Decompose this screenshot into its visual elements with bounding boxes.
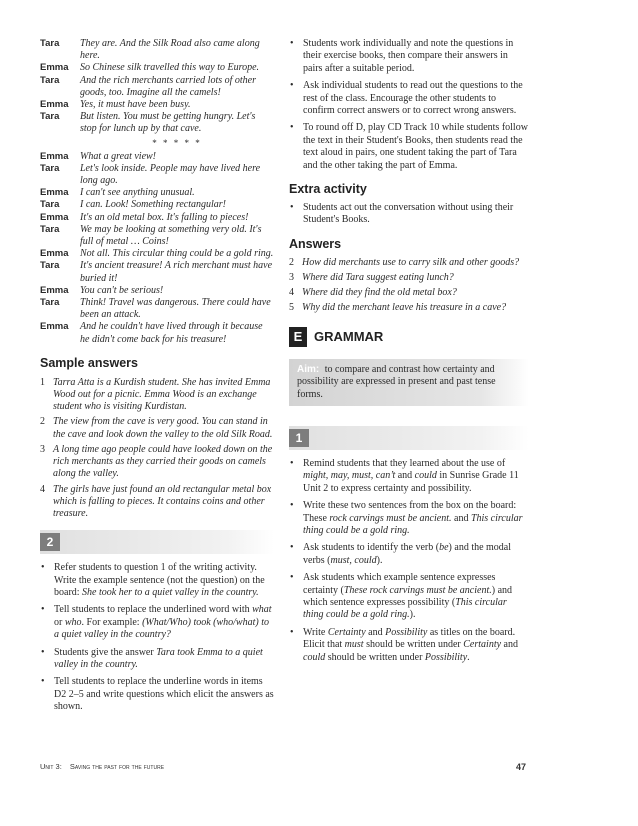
dialogue-line: Tara We may be looking at something very old. It's full of metal … Coins! bbox=[40, 223, 262, 248]
list-item: • Remind students that they learned about the use of might, may, must, can’t and could in Sunrise Grade 11 Unit 2 to express certainty and possibility. bbox=[289, 458, 529, 495]
list-item: • Students act out the conversation without using their Student's Books. bbox=[289, 202, 529, 227]
dialogue-line: Tara But listen. You must be getting hungry. Let's stop for lunch up by that cave. bbox=[40, 111, 256, 135]
list-item: • Ask individual students to read out the questions to the rest of the class. Encourage the other students to confirm correct answers or to correct wrong answers. bbox=[289, 80, 529, 117]
footer-unit-title: Saving the past for the future bbox=[69, 762, 165, 771]
list-item: • Tell students to replace the underlined word with what or who. For example: (What/Who) took (who/what) to a quiet valley in the country? bbox=[40, 604, 274, 641]
list-item: • Write these two sentences from the box on the board: These rock carvings must be ancient. and This circular thing could be a gold ring. bbox=[289, 500, 529, 537]
sample-answers-heading: Sample answers bbox=[40, 355, 138, 370]
dialogue-line: Tara It's ancient treasure! A rich merchant must have buried it! bbox=[40, 260, 273, 284]
page-footer bbox=[40, 762, 526, 772]
aim-label: Aim: bbox=[297, 363, 320, 375]
dialogue-line: Tara Let's look inside. People may have lived here long ago. bbox=[40, 162, 261, 187]
list-item: 2 The view from the cave is very good. You can stand in the cave and look down the valley to the old Silk Road. bbox=[40, 416, 273, 440]
left-column bbox=[40, 38, 274, 719]
answers-list bbox=[289, 257, 529, 315]
dialogue-line: Emma You can't be serious! bbox=[40, 284, 164, 296]
extra-activity-list bbox=[289, 202, 529, 227]
list-item: • Students work individually and note the questions in their exercise books, then compare their answers in pairs after a suitable period. bbox=[289, 38, 529, 75]
grammar-section-header bbox=[289, 327, 529, 347]
dialogue-line: Emma Not all. This circular thing could be a gold ring. bbox=[40, 248, 274, 260]
page-number: 47 bbox=[515, 762, 526, 772]
activity-number-badge: 1 bbox=[289, 429, 309, 447]
section-letter-badge: E bbox=[289, 327, 307, 347]
list-item: • Ask students to identify the verb (be) and the modal verbs (must, could). bbox=[289, 542, 529, 567]
activity-band-d2 bbox=[40, 530, 274, 554]
dialogue-part-b bbox=[40, 151, 274, 346]
list-item: 1 Tarra Atta is a Kurdish student. She has invited Emma Wood out for a picnic. Emma Wood is an exchange student who is visiting Kurdistan. bbox=[40, 376, 271, 413]
answers-heading: Answers bbox=[289, 236, 342, 251]
dialogue-line: Emma It's an old metal box. It's falling to pieces! bbox=[40, 211, 249, 223]
list-item: • Students give the answer Tara took Emma to a quiet valley in the country. bbox=[40, 647, 274, 672]
dialogue-line: Emma What a great view! bbox=[40, 150, 157, 162]
list-item: • Refer students to question 1 of the writing activity. Write the example sentence (not the question) on the board: She took her to a quiet valley in the country. bbox=[40, 562, 274, 599]
list-item: 4 Where did they find the old metal box? bbox=[289, 287, 457, 299]
list-item: 3 Where did Tara suggest eating lunch? bbox=[289, 272, 454, 284]
activity-number-badge: 2 bbox=[40, 533, 60, 551]
footer-unit bbox=[40, 762, 164, 772]
dialogue-line: Emma So Chinese silk travelled this way to Europe. bbox=[40, 62, 260, 74]
activity-band-e1 bbox=[289, 426, 529, 450]
dialogue-line: Tara Think! Travel was dangerous. There could have been an attack. bbox=[40, 297, 271, 321]
dialogue-line: Tara And the rich merchants carried lots of other goods, too. Imagine all the camels! bbox=[40, 74, 256, 98]
dialogue-line: Emma I can't see anything unusual. bbox=[40, 187, 195, 199]
dialogue-line: Tara I can. Look! Something rectangular! bbox=[40, 199, 226, 211]
list-item: • Tell students to replace the underline words in items D2 2–5 and write questions which elicit the answers as shown. bbox=[40, 676, 274, 713]
procedure-bullet-list bbox=[289, 38, 529, 172]
aim-box bbox=[289, 359, 529, 406]
dialogue-line: Emma And he couldn't have lived through it because he didn't come back for his treasure! bbox=[40, 321, 263, 345]
list-item: • Write Certainty and Possibility as titles on the board. Elicit that must should be written under Certainty and could should be written under Possibility. bbox=[289, 627, 529, 664]
dialogue-line: Emma Yes, it must have been busy. bbox=[40, 99, 191, 111]
right-column bbox=[289, 38, 529, 669]
footer-unit-label: Unit 3: bbox=[40, 762, 62, 771]
list-item: 2 How did merchants use to carry silk and other goods? bbox=[289, 256, 520, 268]
dialogue-part-a bbox=[40, 38, 274, 136]
grammar-bullet-list bbox=[289, 458, 529, 664]
scene-separator: * * * * * bbox=[152, 137, 202, 148]
list-item: • Ask students which example sentence expresses certainty (These rock carvings must be ancient.) and which sentence expresses possibility (This circular thing could be a gold ring.). bbox=[289, 572, 529, 622]
list-item: • To round off D, play CD Track 10 while students follow the text in their Student's Books, then students read the text aloud in pairs, one student taking the part of Tara and the other taking the part of Emma. bbox=[289, 122, 529, 172]
d2-bullet-list bbox=[40, 562, 274, 713]
aim-text: to compare and contrast how certainty and possibility are expressed in present and past tense forms. bbox=[297, 363, 496, 400]
dialogue-line: Tara They are. And the Silk Road also came along here. bbox=[40, 38, 260, 62]
list-item: 4 The girls have just found an old rectangular metal box which is falling to pieces. It contains coins and other treasure. bbox=[40, 483, 272, 519]
section-title: GRAMMAR bbox=[314, 329, 384, 345]
list-item: 5 Why did the merchant leave his treasure in a cave? bbox=[289, 302, 507, 314]
extra-activity-heading: Extra activity bbox=[289, 182, 367, 197]
sample-answers-list bbox=[40, 377, 274, 520]
list-item: 3 A long time ago people could have looked down on the rich merchants as they carried their goods on camels along the valley. bbox=[40, 443, 273, 480]
